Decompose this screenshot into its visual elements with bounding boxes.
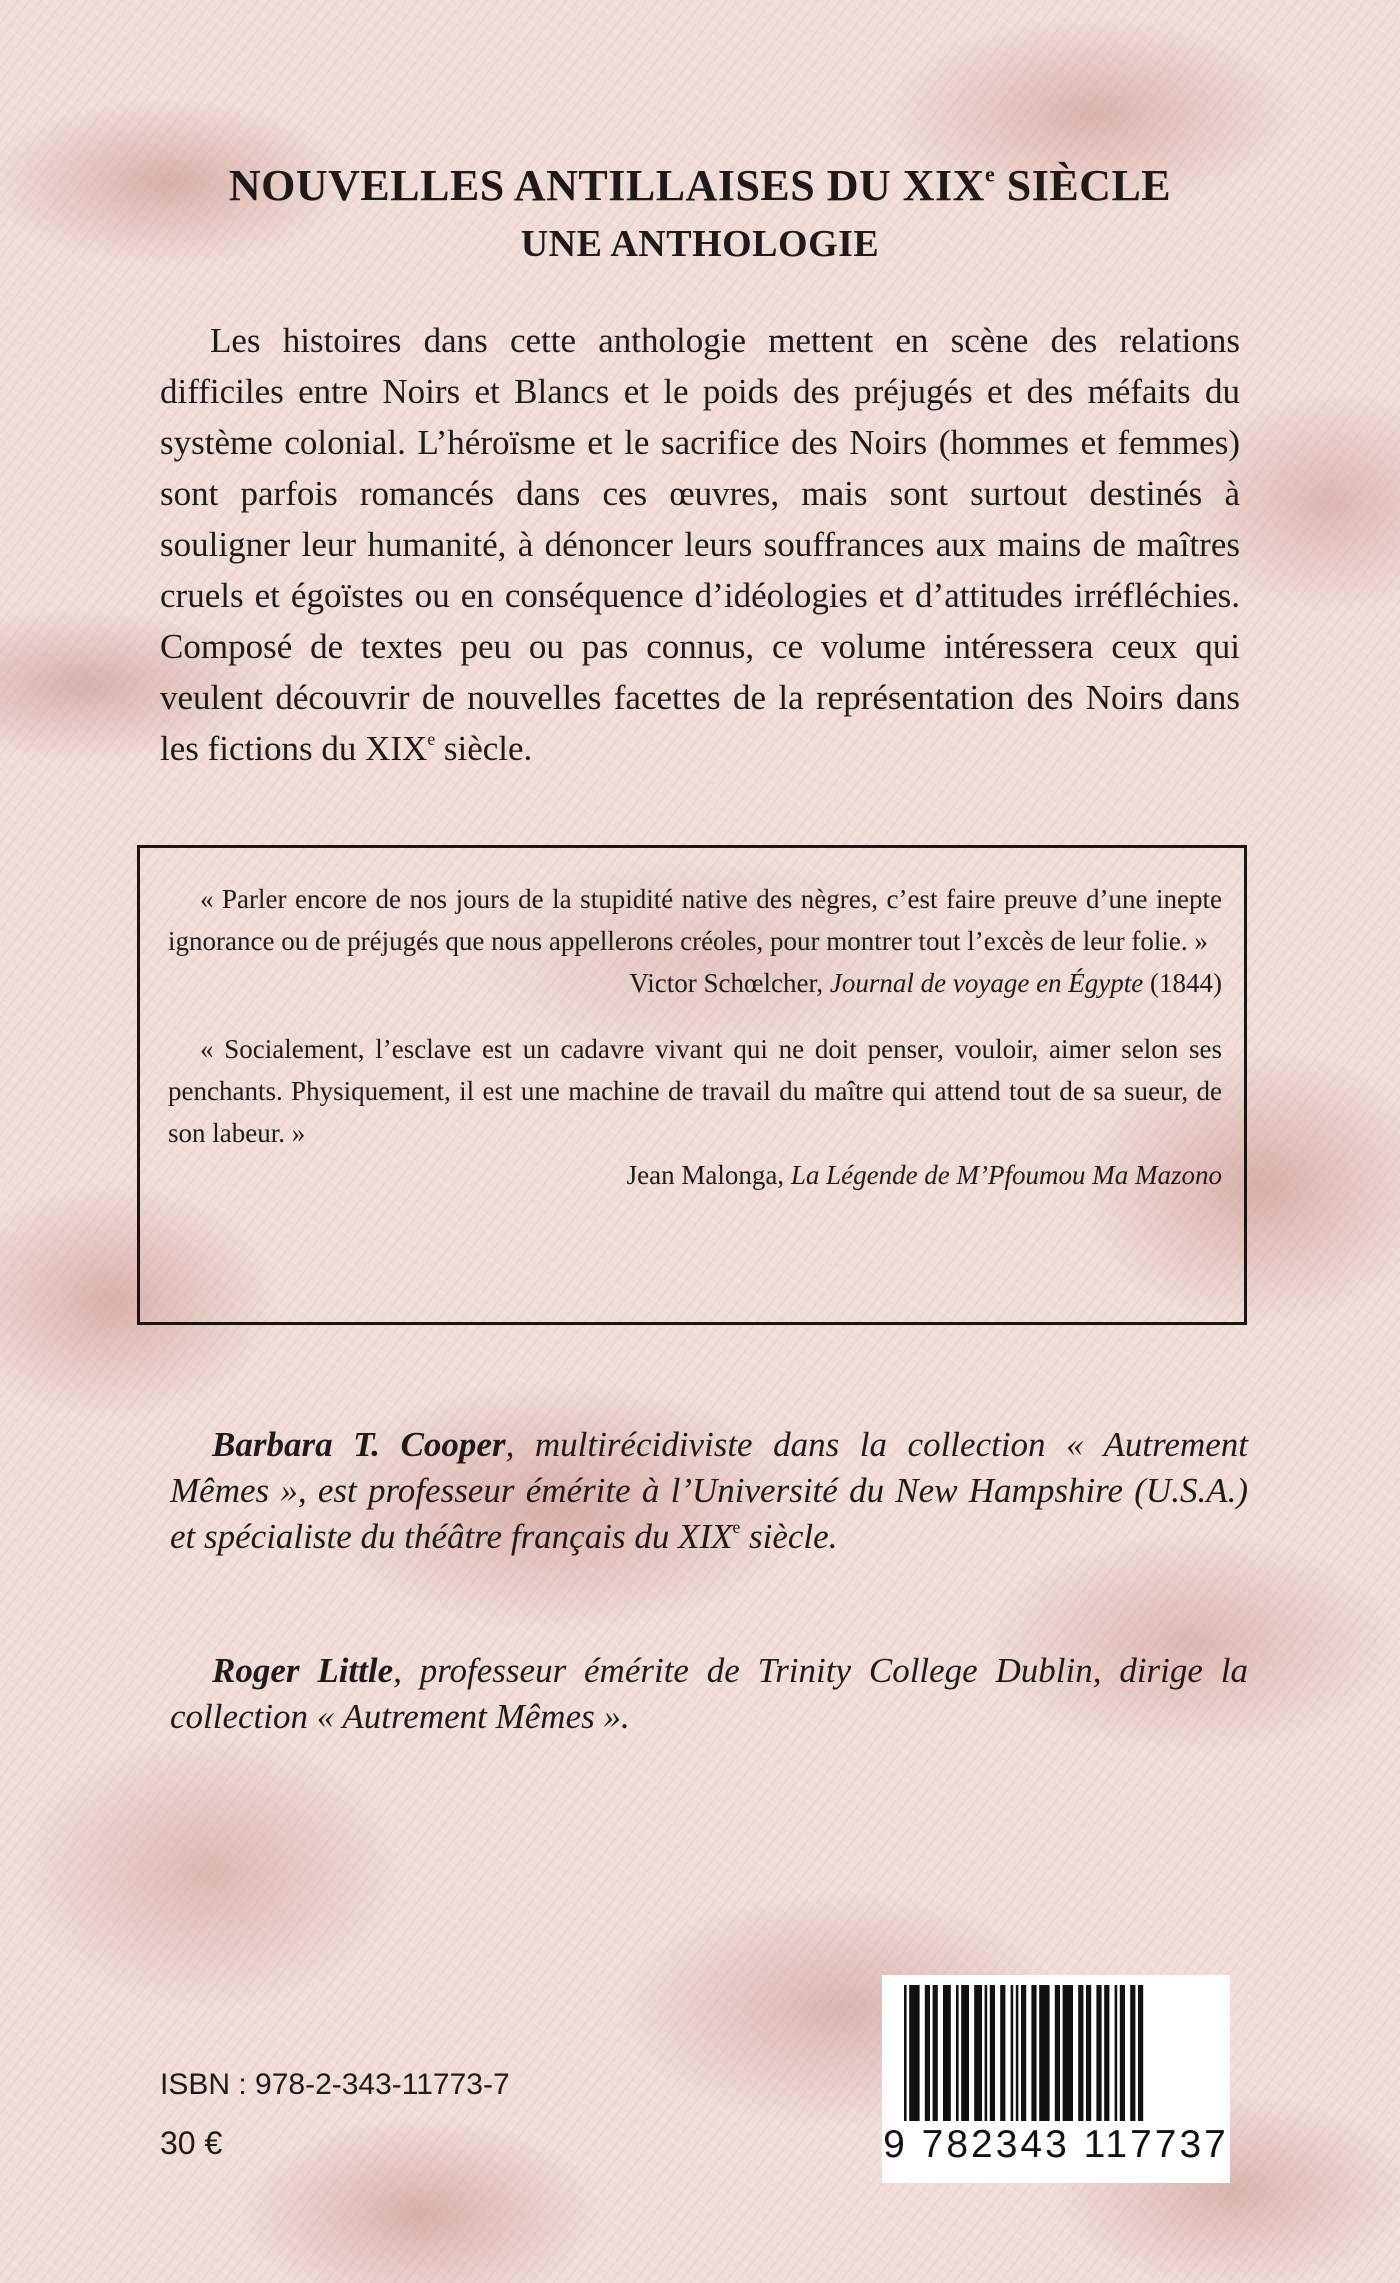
price-label: 30 € xyxy=(160,2125,223,2161)
book-subtitle: UNE ANTHOLOGIE xyxy=(520,223,880,265)
barcode-bar xyxy=(1063,1985,1073,2121)
barcode-number: 9 782343 117737 xyxy=(883,2123,1229,2166)
barcode-bar xyxy=(1021,1985,1026,2121)
barcode-bar xyxy=(1138,1985,1143,2121)
barcode-bar xyxy=(974,1985,982,2121)
barcode-bar xyxy=(1016,1985,1019,2121)
barcode-bar xyxy=(1078,1985,1083,2121)
barcode-bar xyxy=(925,1985,930,2121)
barcode-bar xyxy=(1000,1985,1005,2121)
barcode-bar xyxy=(1104,1985,1109,2121)
blurb-paragraph: Les histoires dans cette anthologie mettent en scène des relations difficiles entre Noirs et Blancs et le poids des préjugés et des méfaits du système colonial. L’héroïsme et le sacrifice des Noirs (hommes et femmes) sont parfois romancés dans ces œuvres, mais sont surtout destinés à souligner leur humanité, à dénoncer leurs souffrances aux mains de maîtres cruels et égoïstes ou en conséquence d’idéologies et d’attitudes irréfléchies. Composé de textes peu ou pas connus, ce volume intéressera ceux qui veulent découvrir de nouvelles facettes de la représentation des Noirs dans les fictions du XIXe siècle. xyxy=(160,321,1240,768)
barcode-bars xyxy=(882,1975,1230,2125)
barcode-bar xyxy=(1115,1985,1118,2121)
quote-malonga: « Socialement, l’esclave est un cadavre vivant qui ne doit penser, vouloir, aimer selon ses penchants. Physiquement, il est une machine de travail du maître qui attend tout de sa sueur, de son labeur. » xyxy=(168,1034,1222,1148)
barcode-bar xyxy=(1011,1985,1014,2121)
barcode-bar xyxy=(1055,1985,1060,2121)
quote-schoelcher: « Parler encore de nos jours de la stupidité native des nègres, c’est faire preuve d’une inepte ignorance ou de préjugés que nous appellerons créoles, pour montrer tout l’excès de leur folie. » xyxy=(168,884,1222,956)
barcode-bar xyxy=(1130,1985,1135,2121)
barcode-bar xyxy=(933,1985,938,2121)
quotes-box xyxy=(137,845,1247,1325)
barcode-bar xyxy=(1031,1985,1036,2121)
barcode-bar xyxy=(943,1985,951,2121)
quote-schoelcher-attribution: Victor Schœlcher, Journal de voyage en Égypte (1844) xyxy=(629,968,1222,998)
barcode-bar xyxy=(956,1985,959,2121)
barcode-bar xyxy=(1120,1985,1125,2121)
author-bio-cooper: Barbara T. Cooper, multirécidiviste dans la collection « Autrement Mêmes », est professeur émérite à l’Université du New Hampshire (U.S.A.) et spécialiste du théâtre français du XIXe siècle. xyxy=(170,1425,1248,1556)
isbn-label: ISBN : 978-2-343-11773-7 xyxy=(160,2068,510,2101)
book-title: NOUVELLES ANTILLAISES DU XIXe SIÈCLE xyxy=(228,161,1172,210)
barcode-bar xyxy=(909,1985,919,2121)
barcode-bar xyxy=(904,1985,907,2121)
barcode-bar xyxy=(985,1985,988,2121)
barcode-bar xyxy=(961,1985,969,2121)
author-bio-little: Roger Little, professeur émérite de Trinity College Dublin, dirige la collection « Autrement Mêmes ». xyxy=(170,1651,1248,1736)
barcode xyxy=(882,1975,1230,2183)
barcode-bar xyxy=(1039,1985,1049,2121)
barcode-bar xyxy=(1086,1985,1091,2121)
barcode-bar xyxy=(1096,1985,1101,2121)
barcode-bar xyxy=(990,1985,995,2121)
quote-malonga-attribution: Jean Malonga, La Légende de M’Pfoumou Ma Mazono xyxy=(626,1160,1222,1190)
